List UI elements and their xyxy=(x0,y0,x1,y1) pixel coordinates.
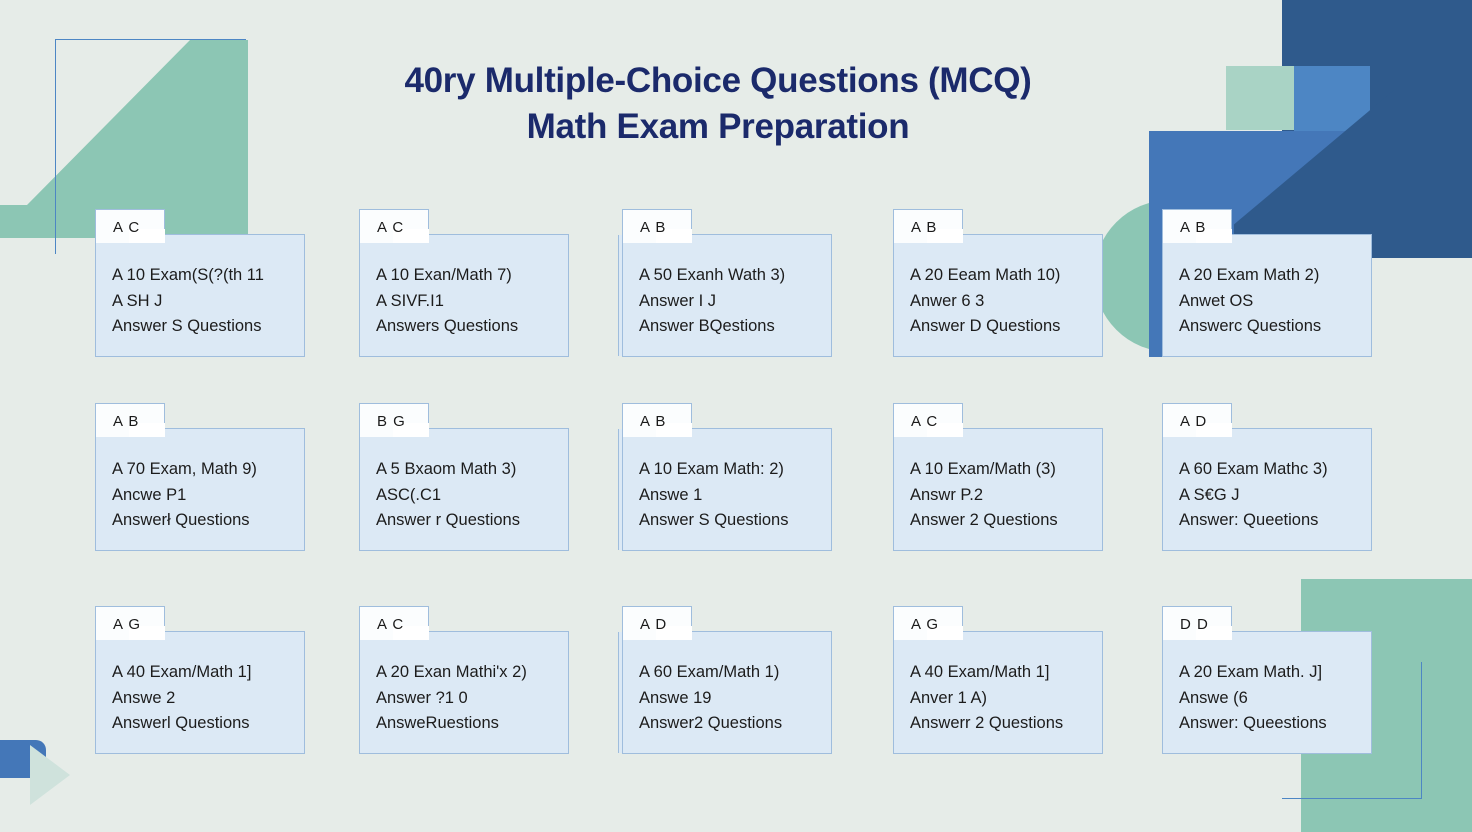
card-body xyxy=(359,428,569,551)
card-body xyxy=(1162,234,1372,357)
card-tab-label: A C xyxy=(911,413,939,430)
question-card[interactable] xyxy=(95,209,305,357)
card-tab-label: A C xyxy=(377,616,405,633)
card-text-line-1: A 20 Exam Math 2) xyxy=(1179,266,1320,284)
card-text-line-3: Answerł Questions xyxy=(112,511,250,529)
card-text-line-1: A 20 Exan Mathi'x 2) xyxy=(376,663,527,681)
card-body xyxy=(95,428,305,551)
card-text-line-2: Answe 1 xyxy=(639,485,703,504)
title-line-2: Math Exam Preparation xyxy=(526,107,910,146)
card-tab-label: A B xyxy=(1180,219,1207,236)
card-text-line-3: Answer D Questions xyxy=(910,317,1061,335)
card-text-line-1: A 40 Exam/Math 1] xyxy=(910,663,1050,681)
question-card[interactable] xyxy=(359,209,569,357)
card-tab-label: A D xyxy=(1180,413,1208,430)
card-tab-label: A B xyxy=(911,219,938,236)
card-text-line-2: A SH J xyxy=(112,291,163,310)
card-tab-label: A G xyxy=(113,616,142,633)
card-text-line-2: A S€G J xyxy=(1179,485,1240,504)
card-text-line-2: Answer I J xyxy=(639,291,717,310)
card-text-line-3: Answer: Queetions xyxy=(1179,511,1319,529)
card-text-line-1: A 10 Exam(S(?(th 11 xyxy=(112,266,264,284)
card-text-line-2: Answer ?1 0 xyxy=(376,688,468,707)
pale-arrow-decor xyxy=(30,745,70,805)
card-text-line-3: AnsweRuestions xyxy=(376,714,499,732)
card-text-line-1: A 5 Bxaom Math 3) xyxy=(376,460,517,478)
question-card[interactable] xyxy=(893,403,1103,551)
question-card[interactable] xyxy=(622,209,832,357)
card-body xyxy=(893,631,1103,754)
card-text-line-1: A 10 Exam Math: 2) xyxy=(639,460,784,478)
card-text-line-2: Anwer 6 3 xyxy=(910,291,985,310)
card-text-line-1: A 60 Exam/Math 1) xyxy=(639,663,780,681)
card-tab-label: A C xyxy=(113,219,141,236)
card-body xyxy=(359,631,569,754)
question-card[interactable] xyxy=(359,606,569,754)
card-tab-label: A D xyxy=(640,616,668,633)
card-text-line-3: Answer r Questions xyxy=(376,511,520,529)
card-text-line-3: Answer2 Questions xyxy=(639,714,783,732)
card-text-line-3: Answer: Queestions xyxy=(1179,714,1327,732)
question-card[interactable] xyxy=(1162,403,1372,551)
card-tab-label: A G xyxy=(911,616,940,633)
card-body xyxy=(893,234,1103,357)
card-text-line-2: Anver 1 A) xyxy=(910,688,988,707)
card-body xyxy=(95,234,305,357)
card-text-line-3: Answer BQestions xyxy=(639,317,775,335)
card-text-line-2: ASC(.C1 xyxy=(376,485,442,504)
card-tab-label: A C xyxy=(377,219,405,236)
question-card[interactable] xyxy=(95,403,305,551)
card-text-line-3: Answer S Questions xyxy=(112,317,262,335)
card-text-line-2: Anwet OS xyxy=(1179,291,1254,310)
question-card[interactable] xyxy=(622,403,832,551)
card-text-line-2: Answr P.2 xyxy=(910,485,984,504)
card-tab-label: A B xyxy=(640,219,667,236)
card-body xyxy=(1162,428,1372,551)
question-card[interactable] xyxy=(893,209,1103,357)
question-card[interactable] xyxy=(1162,209,1372,357)
question-card[interactable] xyxy=(622,606,832,754)
card-body xyxy=(95,631,305,754)
card-text-line-2: A SIVF.I1 xyxy=(376,291,444,310)
card-body xyxy=(893,428,1103,551)
card-text-line-3: Answer S Questions xyxy=(639,511,789,529)
card-text-line-1: A 10 Exam/Math (3) xyxy=(910,460,1056,478)
card-text-line-3: Answer 2 Questions xyxy=(910,511,1058,529)
card-text-line-2: Answe 2 xyxy=(112,688,176,707)
card-text-line-2: Answe 19 xyxy=(639,688,712,707)
card-body xyxy=(622,234,832,357)
card-tab-label: A B xyxy=(113,413,140,430)
card-text-line-1: A 50 Exanh Wath 3) xyxy=(639,266,786,284)
question-card[interactable] xyxy=(95,606,305,754)
card-text-line-1: A 20 Eeam Math 10) xyxy=(910,266,1061,284)
question-card[interactable] xyxy=(359,403,569,551)
title-line-1: 40ry Multiple-Choice Questions (MCQ) xyxy=(404,61,1032,100)
card-body xyxy=(622,631,832,754)
card-text-line-3: Answerc Questions xyxy=(1179,317,1322,335)
card-text-line-3: Answerr 2 Questions xyxy=(910,714,1064,732)
card-tab-label: A B xyxy=(640,413,667,430)
card-text-line-1: A 10 Exan/Math 7) xyxy=(376,266,512,284)
question-card[interactable] xyxy=(1162,606,1372,754)
card-text-line-1: A 40 Exam/Math 1] xyxy=(112,663,252,681)
card-body xyxy=(1162,631,1372,754)
card-text-line-3: Answerl Questions xyxy=(112,714,250,732)
card-text-line-1: A 60 Exam Mathc 3) xyxy=(1179,460,1328,478)
card-text-line-1: A 70 Exam, Math 9) xyxy=(112,460,257,478)
card-body xyxy=(622,428,832,551)
question-card[interactable] xyxy=(893,606,1103,754)
card-text-line-1: A 20 Exam Math. J] xyxy=(1179,663,1323,681)
card-tab-label: B G xyxy=(377,413,406,430)
card-body xyxy=(359,234,569,357)
page-title xyxy=(0,58,1436,150)
card-text-line-2: Ancwe P1 xyxy=(112,485,187,504)
card-text-line-2: Answe (6 xyxy=(1179,688,1248,707)
card-tab-label: D D xyxy=(1180,616,1209,633)
card-text-line-3: Answers Questions xyxy=(376,317,519,335)
